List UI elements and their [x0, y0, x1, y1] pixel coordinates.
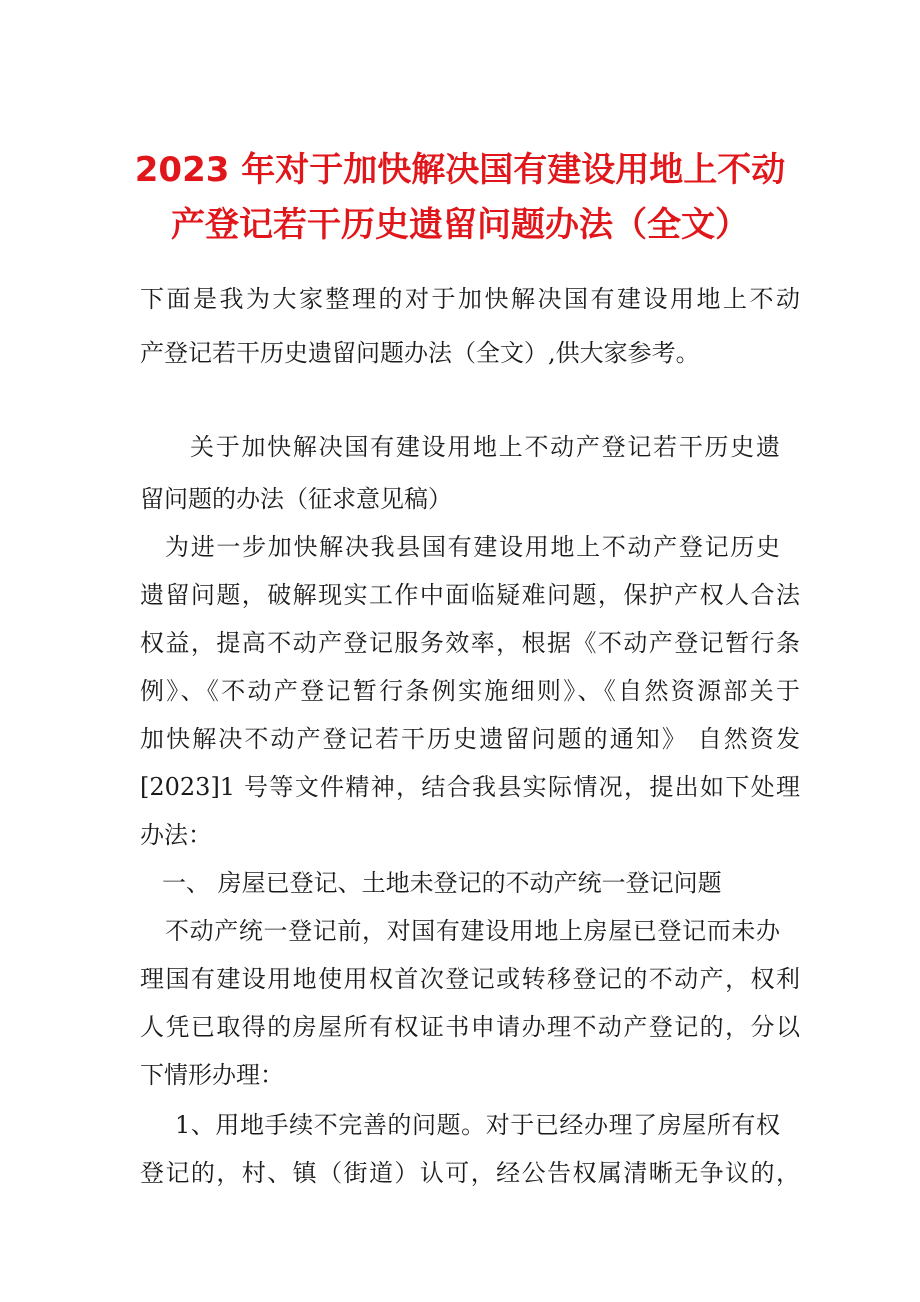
section-1-line-3: 人凭已取得的房屋所有权证书申请办理不动产登记的，分以 [140, 1013, 800, 1041]
preamble-line-4: 例》、《不动产登记暂行条例实施细则》、《自然资源部关于 [140, 677, 800, 705]
subheading-line-1: 关于加快解决国有建设用地上不动产登记若干历史遗 [190, 433, 780, 461]
preamble-line-7: 办法： [140, 821, 212, 849]
intro-line-2: 产登记若干历史遗留问题办法（全文）,供大家参考。 [140, 339, 700, 367]
document-title-line-1: 2023 年对于加快解决国有建设用地上不动 [134, 150, 786, 190]
section-1-line-2: 理国有建设用地使用权首次登记或转移登记的不动产，权利 [140, 965, 800, 993]
intro-line-1: 下面是我为大家整理的对于加快解决国有建设用地上不动 [140, 285, 800, 313]
item-1-line-2: 登记的，村、镇（街道）认可，经公告权属清晰无争议的， [140, 1159, 800, 1187]
preamble-line-3: 权益，提高不动产登记服务效率，根据《不动产登记暂行条 [140, 629, 800, 657]
preamble-line-2: 遗留问题，破解现实工作中面临疑难问题，保护产权人合法 [140, 581, 800, 609]
subheading-line-2: 留问题的办法（征求意见稿） [140, 485, 452, 513]
section-1-line-4: 下情形办理： [140, 1061, 284, 1089]
document-title-line-2: 产登记若干历史遗留问题办法（全文） [171, 205, 749, 245]
preamble-line-5: 加快解决不动产登记若干历史遗留问题的通知》 自然资发 [140, 725, 800, 753]
preamble-line-1: 为进一步加快解决我县国有建设用地上不动产登记历史 [165, 533, 780, 561]
section-1-heading: 一、 房屋已登记、土地未登记的不动产统一登记问题 [162, 869, 722, 897]
item-1-line-1: 1、用地手续不完善的问题。对于已经办理了房屋所有权 [175, 1111, 780, 1139]
preamble-line-6: [2023]1 号等文件精神，结合我县实际情况，提出如下处理 [140, 773, 800, 801]
section-1-line-1: 不动产统一登记前，对国有建设用地上房屋已登记而未办 [165, 917, 780, 945]
